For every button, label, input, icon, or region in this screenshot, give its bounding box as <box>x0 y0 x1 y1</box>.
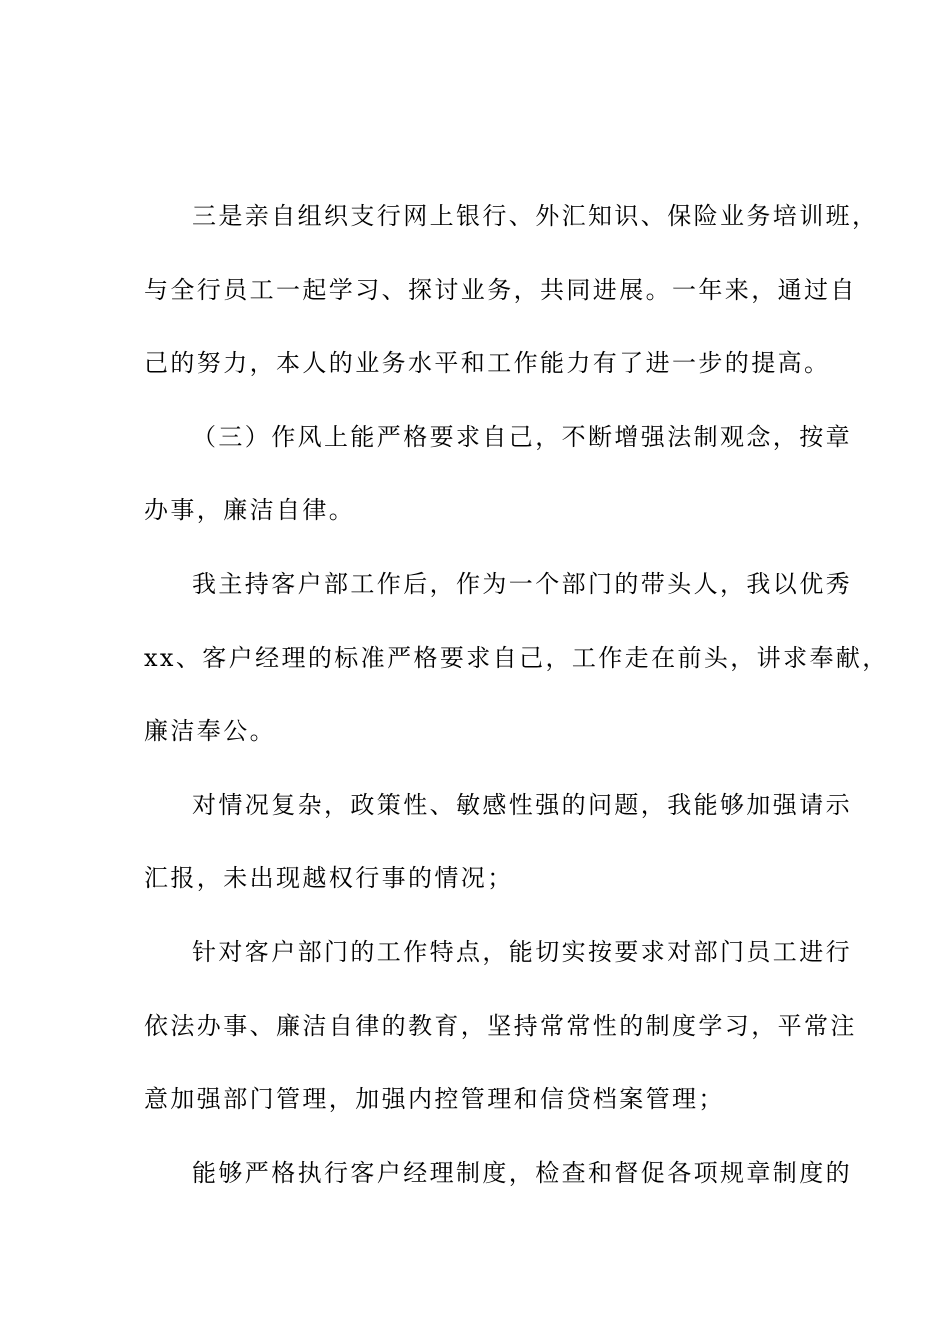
text-line: （三）作风上能严格要求自己，不断增强法制观念，按章 <box>192 422 852 451</box>
text-line: 对情况复杂，政策性、敏感性强的问题，我能够加强请示 <box>192 790 852 819</box>
text-line: 廉洁奉公。 <box>144 717 276 746</box>
paragraph-4 <box>144 769 852 916</box>
text-line: 己的努力，本人的业务水平和工作能力有了进一步的提高。 <box>144 349 831 378</box>
text-line: 与全行员工一起学习、探讨业务，共同进展。一年来，通过自 <box>144 275 857 304</box>
text-line: 意加强部门管理，加强内控管理和信贷档案管理； <box>144 1085 725 1114</box>
text-line: 依法办事、廉洁自律的教育，坚持常常性的制度学习，平常注 <box>144 1011 857 1040</box>
text-line: xx、客户经理的标准严格要求自己，工作走在前头，讲求奉献， <box>144 643 889 672</box>
paragraph-6 <box>144 1137 852 1211</box>
paragraph-5 <box>144 916 857 1137</box>
document-body <box>144 180 889 1210</box>
paragraph-3 <box>144 548 889 769</box>
text-line: 三是亲自组织支行网上银行、外汇知识、保险业务培训班， <box>192 202 879 230</box>
paragraph-1 <box>144 180 879 401</box>
text-line: 针对客户部门的工作特点，能切实按要求对部门员工进行 <box>192 937 852 966</box>
text-line: 能够严格执行客户经理制度，检查和督促各项规章制度的 <box>192 1158 852 1187</box>
text-line: 办事，廉洁自律。 <box>144 496 356 525</box>
paragraph-2 <box>144 401 852 548</box>
text-line: 汇报，未出现越权行事的情况； <box>144 864 514 893</box>
text-line: 我主持客户部工作后，作为一个部门的带头人，我以优秀 <box>192 569 852 598</box>
